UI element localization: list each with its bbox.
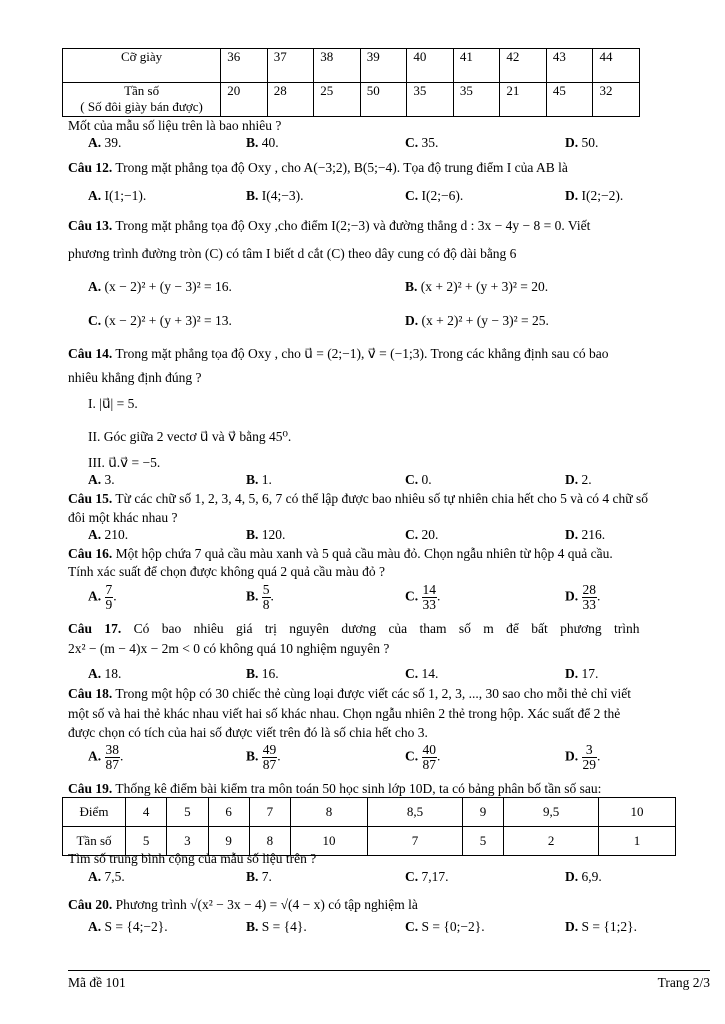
q17-option-a: 18. — [104, 666, 122, 681]
q11-text: Mốt của mẫu số liệu trên là bao nhiêu ? — [68, 118, 282, 133]
opt-letter: A. — [88, 588, 102, 604]
q16-option-b: $\frac{5}{8}$ — [262, 582, 270, 612]
table-cell: 36 — [221, 49, 268, 83]
q11-option-c: 35. — [421, 135, 439, 150]
q14-option-c: 0. — [421, 472, 432, 487]
q20-text: Phương trình √(x² − 3x − 4) = √(4 − x) có tập nghiệm là — [115, 897, 418, 912]
opt-letter: D. — [565, 748, 579, 764]
opt-letter: C. — [405, 188, 419, 203]
q20-option-d: S = {1;2}. — [581, 919, 637, 934]
opt-letter: A. — [88, 279, 102, 294]
q19-stem — [68, 781, 710, 797]
table-cell: 8,5 — [368, 798, 463, 827]
q14-stem — [68, 346, 710, 362]
opt-letter: B. — [405, 279, 418, 294]
opt-letter: B. — [246, 135, 259, 150]
opt-letter: C. — [405, 472, 419, 487]
q18-stem — [68, 686, 710, 702]
q12-option-c: I(2;−6). — [421, 188, 464, 203]
footer-divider — [68, 970, 710, 971]
q20-stem — [68, 897, 710, 913]
opt-letter: B. — [246, 588, 259, 604]
table-cell: 50 — [360, 83, 407, 117]
q19-option-d: 6,9. — [581, 869, 602, 884]
table-cell: 4 — [126, 798, 167, 827]
table-cell: 5 — [167, 798, 208, 827]
q18-line2: một số và hai thẻ khác nhau viết hai số khác nhau. Chọn ngẫu nhiên 2 thẻ trong hộp. Xác suất để 2 thẻ — [68, 706, 621, 721]
table-cell: 40 — [407, 49, 454, 83]
q16-stem — [68, 546, 710, 562]
table-cell: 2 — [504, 827, 599, 856]
table-cell: 3 — [167, 827, 208, 856]
q11-option-b: 40. — [261, 135, 279, 150]
table-header: Cỡ giày — [63, 49, 221, 83]
table-header: Tần số — [63, 827, 126, 856]
table-cell: 44 — [593, 49, 640, 83]
table-cell: 9 — [208, 827, 249, 856]
q15-option-c: 20. — [421, 527, 439, 542]
q13-stem — [68, 218, 710, 234]
opt-letter: B. — [246, 472, 259, 487]
table-cell: 6 — [208, 798, 249, 827]
q15-line1: Từ các chữ số 1, 2, 3, 4, 5, 6, 7 có thể lập được bao nhiêu số tự nhiên chia hết cho 5 và có 4 chữ số — [115, 491, 648, 506]
q15-stem — [68, 491, 710, 507]
opt-letter: C. — [405, 588, 419, 604]
score-frequency-table — [62, 797, 676, 856]
q14-statement-1: I. |u⃗| = 5. — [88, 396, 138, 411]
opt-letter: B. — [246, 748, 259, 764]
table-cell: 8 — [249, 827, 290, 856]
question-label: Câu 13. — [68, 218, 113, 233]
q18-option-d: $\frac{3}{29}$ — [582, 742, 596, 772]
table-cell: 32 — [593, 83, 640, 117]
opt-letter: D. — [565, 869, 579, 884]
table-cell: 10 — [599, 798, 676, 827]
q17-option-b: 16. — [261, 666, 279, 681]
table-cell: 43 — [546, 49, 593, 83]
q14-line2: nhiêu khẳng định đúng ? — [68, 370, 202, 385]
opt-letter: C. — [405, 748, 419, 764]
shoe-size-table — [62, 48, 640, 117]
opt-letter: D. — [565, 666, 579, 681]
opt-letter: C. — [405, 527, 419, 542]
opt-letter: C. — [405, 666, 419, 681]
table-header — [63, 83, 221, 117]
q14-option-b: 1. — [261, 472, 272, 487]
table-cell: 28 — [267, 83, 314, 117]
opt-letter: A. — [88, 188, 102, 203]
opt-letter: B. — [246, 188, 259, 203]
q17-line1: Có bao nhiêu giá trị nguyên dương của tham số m để bất phương trình — [133, 621, 640, 636]
header-line: ( Số đôi giày bán được) — [80, 99, 203, 114]
opt-letter: A. — [88, 748, 102, 764]
q14-option-a: 3. — [104, 472, 115, 487]
opt-letter: D. — [565, 919, 579, 934]
q19-text: Thống kê điểm bài kiểm tra môn toán 50 học sinh lớp 10D, ta có bảng phân bố tần số sau: — [115, 781, 602, 796]
question-label: Câu 20. — [68, 897, 113, 912]
opt-letter: D. — [565, 527, 579, 542]
q15-option-a: 210. — [104, 527, 129, 542]
table-cell: 21 — [500, 83, 547, 117]
table-cell: 7 — [249, 798, 290, 827]
q19-option-c: 7,17. — [421, 869, 449, 884]
opt-letter: B. — [246, 527, 259, 542]
q17-option-d: 17. — [581, 666, 599, 681]
q17-option-c: 14. — [421, 666, 439, 681]
q20-option-b: S = {4}. — [261, 919, 307, 934]
question-label: Câu 16. — [68, 546, 113, 561]
table-cell: 41 — [453, 49, 500, 83]
table-cell: 20 — [221, 83, 268, 117]
q15-option-d: 216. — [581, 527, 606, 542]
q14-line1: Trong mặt phẳng tọa độ Oxy , cho u⃗ = (2;−1), v⃗ = (−1;3). Trong các khẳng định sau có bao — [115, 346, 609, 361]
table-cell: 38 — [314, 49, 361, 83]
question-label: Câu 19. — [68, 781, 113, 796]
q19-ask: Tìm số trung bình cộng của mẫu số liệu trên ? — [68, 851, 317, 866]
q13-option-a: (x − 2)² + (y − 3)² = 16. — [104, 279, 232, 294]
opt-letter: B. — [246, 869, 259, 884]
q18-option-a: $\frac{38}{87}$ — [105, 742, 119, 772]
q17-stem — [68, 621, 710, 637]
table-cell: 1 — [599, 827, 676, 856]
table-cell: 7 — [368, 827, 463, 856]
footer-left: Mã đề 101 — [68, 975, 126, 990]
q15-option-b: 120. — [261, 527, 286, 542]
q17-line2: 2x² − (m − 4)x − 2m < 0 có không quá 10 nghiệm nguyên ? — [68, 641, 390, 656]
opt-letter: D. — [565, 588, 579, 604]
q20-option-a: S = {4;−2}. — [104, 919, 168, 934]
question-label: Câu 18. — [68, 686, 113, 701]
q15-line2: đôi một khác nhau ? — [68, 510, 178, 525]
q16-line2: Tính xác suất để chọn được không quá 2 quả cầu màu đỏ ? — [68, 564, 385, 579]
header-line: Tần số — [124, 83, 160, 98]
q12-option-b: I(4;−3). — [261, 188, 304, 203]
table-cell: 42 — [500, 49, 547, 83]
opt-letter: C. — [405, 869, 419, 884]
table-cell: 5 — [462, 827, 503, 856]
table-cell: 5 — [126, 827, 167, 856]
q16-line1: Một hộp chứa 7 quả cầu màu xanh và 5 quả cầu màu đỏ. Chọn ngẫu nhiên từ hộp 4 quả cầu. — [115, 546, 613, 561]
opt-letter: C. — [88, 313, 102, 328]
q18-option-b: $\frac{49}{87}$ — [262, 742, 277, 772]
q13-option-d: (x + 2)² + (y − 3)² = 25. — [421, 313, 549, 328]
q12-stem — [68, 160, 710, 176]
table-header: Điểm — [63, 798, 126, 827]
table-cell: 9 — [462, 798, 503, 827]
opt-letter: A. — [88, 869, 102, 884]
opt-letter: A. — [88, 472, 102, 487]
opt-letter: D. — [405, 313, 419, 328]
q14-statement-2: II. Góc giữa 2 vectơ u⃗ và v⃗ bằng 45⁰. — [88, 429, 292, 444]
q14-option-d: 2. — [581, 472, 592, 487]
question-label: Câu 14. — [68, 346, 113, 361]
q12-option-a: I(1;−1). — [104, 188, 147, 203]
q16-option-a: $\frac{7}{9}$ — [105, 582, 113, 612]
q18-line3: được chọn có tích của hai số được viết trên đó là số chia hết cho 3. — [68, 725, 428, 740]
q12-option-d: I(2;−2). — [581, 188, 624, 203]
q19-option-b: 7. — [261, 869, 272, 884]
q11-option-d: 50. — [581, 135, 599, 150]
q14-statement-3: III. u⃗.v⃗ = −5. — [88, 455, 161, 470]
opt-letter: A. — [88, 527, 102, 542]
q13-line2: phương trình đường tròn (C) có tâm I biết d cắt (C) theo dây cung có độ dài bằng 6 — [68, 246, 517, 261]
question-label: Câu 15. — [68, 491, 113, 506]
table-cell: 8 — [291, 798, 368, 827]
table-cell: 45 — [546, 83, 593, 117]
table-cell: 10 — [291, 827, 368, 856]
q13-option-c: (x − 2)² + (y + 3)² = 13. — [104, 313, 232, 328]
table-cell: 25 — [314, 83, 361, 117]
table-cell: 35 — [453, 83, 500, 117]
opt-letter: D. — [565, 135, 579, 150]
q20-option-c: S = {0;−2}. — [421, 919, 485, 934]
opt-letter: A. — [88, 919, 102, 934]
table-cell: 9,5 — [504, 798, 599, 827]
opt-letter: C. — [405, 135, 419, 150]
q12-text: Trong mặt phẳng tọa độ Oxy , cho A(−3;2), B(5;−4). Tọa độ trung điểm I của AB là — [115, 160, 568, 175]
q13-option-b: (x + 2)² + (y + 3)² = 20. — [420, 279, 549, 294]
opt-letter: C. — [405, 919, 419, 934]
q18-line1: Trong một hộp có 30 chiếc thẻ cùng loại được viết các số 1, 2, 3, ..., 30 sao cho mỗi thẻ chỉ viết — [115, 686, 632, 701]
table-cell: 39 — [360, 49, 407, 83]
opt-letter: A. — [88, 666, 102, 681]
opt-letter: D. — [565, 188, 579, 203]
q13-line1: Trong mặt phẳng tọa độ Oxy ,cho điểm I(2;−3) và đường thẳng d : 3x − 4y − 8 = 0. Viết — [115, 218, 591, 233]
opt-letter: B. — [246, 919, 259, 934]
question-label: Câu 12. — [68, 160, 113, 175]
table-cell: 35 — [407, 83, 454, 117]
q18-option-c: $\frac{40}{87}$ — [422, 742, 436, 772]
footer-right: Trang 2/3 — [657, 975, 710, 990]
opt-letter: A. — [88, 135, 102, 150]
q16-option-c: $\frac{14}{33}$ — [422, 582, 436, 612]
q11-option-a: 39. — [104, 135, 122, 150]
table-cell: 37 — [267, 49, 314, 83]
question-label: Câu 17. — [68, 621, 122, 636]
q16-option-d: $\frac{28}{33}$ — [582, 582, 596, 612]
opt-letter: D. — [565, 472, 579, 487]
opt-letter: B. — [246, 666, 259, 681]
q19-option-a: 7,5. — [104, 869, 125, 884]
